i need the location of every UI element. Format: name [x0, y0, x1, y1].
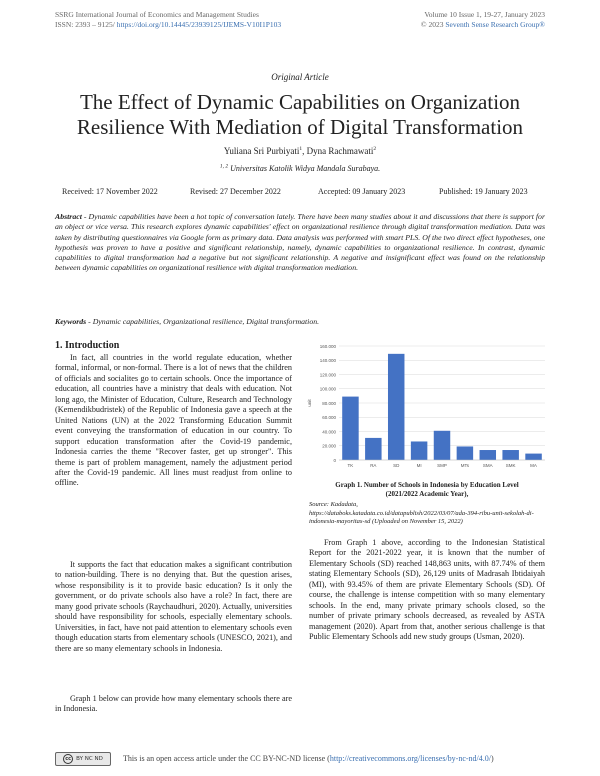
y-tick-label: 40.000: [322, 429, 336, 435]
keywords-label: Keywords: [55, 317, 87, 326]
bar-smk: [502, 450, 518, 460]
source-uploaded: (Uploaded on November 15, 2022): [372, 518, 463, 525]
paragraph-text: It supports the fact that education makes a significant contribution to nation-building. There is no denying that. But the question arises, whose responsibility is it to provide basic education? Is it only the government, or do private schools also have a role? In fact, there are many good private schools (Raychaudhuri, 2020). Actually, universities should have responsibility for schools, especially elementary schools. Universities, in fact, have not paid attention to elementary schools even though education starts from elementary schools (UNESCO, 2021), and there are so many elementary schools in Indonesia.: [55, 560, 292, 653]
accepted-date: Accepted: 09 January 2023: [318, 187, 406, 196]
copyright: [421, 20, 545, 30]
journal-header: [55, 10, 281, 30]
y-tick-label: 0: [333, 457, 336, 463]
x-tick-label: SD: [393, 463, 400, 468]
paragraph-text: Graph 1 below can provide how many elementary schools there are in Indonesia.: [55, 694, 292, 714]
bar-ma: [525, 454, 541, 460]
bar-sd: [388, 354, 404, 460]
license-text: [123, 754, 494, 763]
x-tick-label: SMA: [482, 463, 493, 468]
y-tick-label: 140.000: [319, 358, 336, 364]
issn: ISSN: 2393 – 9125/: [55, 20, 115, 29]
cc-license-badge[interactable]: [55, 752, 111, 766]
y-tick-label: 100.000: [319, 386, 336, 392]
license-prefix: This is an open access article under the CC BY-NC-ND license (: [123, 754, 330, 763]
intro-paragraph-2: [55, 560, 292, 654]
cc-icon: cc: [63, 754, 73, 764]
article-type: Original Article: [271, 72, 329, 82]
source-url[interactable]: https://databoks.katadata.co.id/datapublish/2022/03/07/ada-394-ribu-unit-sekolah-di-indonesia-mayoritas-sd: [309, 509, 534, 525]
chart-caption: [309, 481, 545, 499]
volume-info: Volume 10 Issue 1, 19-27, January 2023: [424, 10, 545, 19]
author-1-sup: 1: [299, 146, 303, 152]
title-line-2: Resilience With Mediation of Digital Transformation: [76, 115, 524, 139]
doi-link[interactable]: https://doi.org/10.14445/23939125/IJEMS-V10I1P103: [116, 20, 282, 29]
x-tick-label: RA: [370, 463, 377, 468]
y-tick-label: 20.000: [322, 443, 336, 449]
author-1: Yuliana Sri Purbiyati: [223, 146, 300, 156]
bar-smp: [434, 431, 450, 460]
intro-paragraph-1: [55, 353, 292, 489]
schools-bar-chart: [305, 338, 550, 478]
keywords-text: - Dynamic capabilities, Organizational resilience, Digital transformation.: [86, 317, 320, 326]
caption-line-2: (2021/2022 Academic Year),: [385, 490, 469, 498]
chart-source: [309, 501, 545, 527]
bar-mts: [457, 446, 473, 460]
section-heading: 1. Introduction: [55, 340, 120, 351]
affiliation-sup: 1, 2: [219, 163, 229, 170]
y-tick-label: 80.000: [322, 400, 336, 406]
x-tick-label: TK: [347, 463, 354, 468]
x-tick-label: MA: [530, 463, 537, 468]
x-tick-label: MI: [416, 463, 422, 468]
author-list: [0, 146, 600, 156]
issn-doi: [55, 20, 281, 30]
license-suffix: ): [491, 754, 494, 763]
y-tick-label: 120.000: [319, 372, 336, 378]
paper-title: [40, 90, 560, 140]
affiliation: [0, 164, 600, 173]
right-paragraph: [309, 538, 545, 643]
keywords: [55, 317, 545, 326]
caption-line-1: Graph 1. Number of Schools in Indonesia by Education Level: [335, 481, 519, 489]
y-tick-label: 160.000: [319, 343, 336, 349]
author-2-sup: 2: [373, 146, 377, 152]
journal-name: SSRG International Journal of Economics and Management Studies: [55, 10, 259, 19]
date-row: [55, 187, 545, 199]
cc-badge-text: BY NC ND: [76, 756, 103, 762]
copyright-year: © 2023: [420, 20, 444, 29]
volume-header: [421, 10, 545, 30]
x-tick-label: MTs: [460, 463, 470, 468]
abstract-text: - Dynamic capabilities have been a hot topic of conversation lately. There have been many studies about it and discussions that there is support for an object or vice versa. This research explores dynamic capabilities' effect on organizational resilience through digital transformation mediation. Data was taken by distributing questionnaires via Google form as primary data. Data analysis was performed with smart PLS. Of the two direct effect hypotheses, one hypothesis was proven to have a positive and significant relationship, namely, dynamic capabilities to organizational resilience. In contrast, dynamic capabilities to digital transformation had a negative but not significant relationship. A negative and insignificant effect was found on the relationship between dynamic capabilities on organizational resilience with digital transformation mediation.: [55, 212, 545, 273]
abstract-label: Abstract: [55, 212, 82, 221]
paragraph-text: From Graph 1 above, according to the Indonesian Statistical Report for the 2021-2022 year, it is known that the number of Elementary Schools (SD) reached 148,863 units, with 87.74% of them stating Elementary Schools (SD), 26,129 units of Madrasah Ibtidaiyah (MI), with 93.45% of them are private Elementary Schools (SD). Of course, the challenge is intense competition with so many elementary schools. In the end, many private primary schools closed, so the number of private primary schools decreased, as revealed by ASTA management (2020). Apart from that, another serious challenge is that Public Elementary Schools add new study groups (Usman, 2020).: [309, 538, 545, 642]
paragraph-text: In fact, all countries in the world regulate education, whether formal, informal, or non-formal. There is a lot of news that the children of officials and socialites go to certain schools. Once the importance of education, all countries have a ministry that deals with education. Not long ago, the Minister of Education, Culture, Research and Technology (Kemendikbudristek) of the Republic of Indonesia gave a speech at the United Nations (UN) at the 2022 Transforming Education Summit event conveying the transformation of education in our country. To support education transformation after the Covid-19 pandemic, Indonesia carries the theme "Recover faster, get up stronger". This theme is part of problem management, namely the adjustment period after the Covid-19 pandemic. All lines must readjust from online to offline.: [55, 353, 292, 488]
y-axis-label: unit: [307, 399, 312, 407]
x-tick-label: SMK: [505, 463, 516, 468]
license-link[interactable]: http://creativecommons.org/licenses/by-nc-nd/4.0/: [329, 754, 491, 763]
abstract: [55, 212, 545, 274]
affiliation-text: Universitas Katolik Widya Mandala Surabaya.: [230, 164, 381, 173]
chart-svg: [305, 338, 550, 478]
bar-sma: [480, 450, 496, 460]
published-date: Published: 19 January 2023: [439, 187, 528, 196]
received-date: Received: 17 November 2022: [62, 187, 158, 196]
author-separator: ,: [302, 146, 307, 156]
title-line-1: The Effect of Dynamic Capabilities on Organization: [79, 90, 521, 114]
bar-ra: [365, 438, 381, 460]
author-2: Dyna Rachmawati: [306, 146, 374, 156]
revised-date: Revised: 27 December 2022: [190, 187, 281, 196]
footer: [55, 752, 545, 768]
bar-mi: [411, 441, 427, 460]
publisher-link[interactable]: Seventh Sense Research Group®: [445, 20, 545, 29]
x-tick-label: SMP: [437, 463, 447, 468]
y-tick-label: 60.000: [322, 415, 336, 421]
intro-paragraph-3: [55, 694, 292, 715]
source-label: Source: Kadadata,: [309, 501, 358, 508]
bar-tk: [342, 397, 358, 460]
